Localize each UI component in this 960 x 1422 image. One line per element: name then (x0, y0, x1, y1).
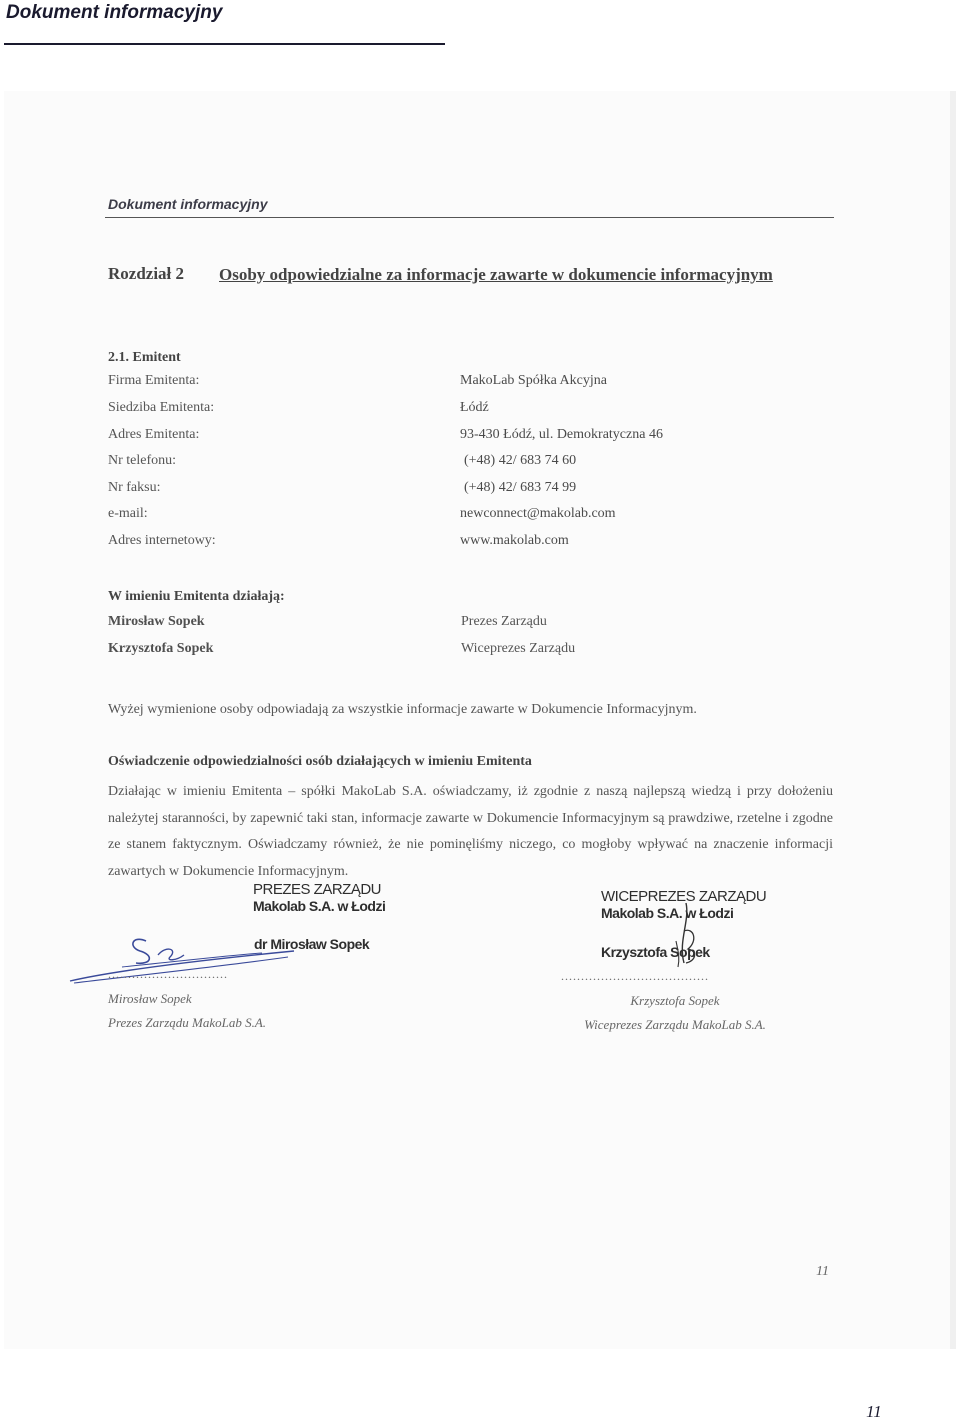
signatory-name: Krzysztofa Sopek (630, 993, 720, 1008)
header-divider (4, 43, 445, 45)
scanned-header-title: Dokument informacyjny (108, 196, 268, 212)
responsibility-statement: Wyżej wymienione osoby odpowiadają za wszystkie informacje zawarte w Dokumencie Informacyjnym. (108, 702, 697, 717)
signature-line-right: ..................................... (561, 969, 709, 983)
info-row-company (108, 373, 708, 395)
stamp-line: dr Mirosław Sopek (254, 936, 370, 952)
signatory-title: Prezes Zarządu MakoLab S.A. (108, 1015, 267, 1030)
stamp-line: Krzysztofa Sopek (601, 944, 710, 960)
stamp-line: Makolab S.A. w Łodzi (253, 898, 386, 914)
document-header-title: Dokument informacyjny (6, 2, 223, 23)
info-value: (+48) 42/ 683 74 60 (464, 453, 577, 468)
declaration-body: Działając w imieniu Emitenta – spółki MakoLab S.A. oświadczamy, iż zgodnie z naszą najlepszą wiedzą i przy dołożeniu należytej staranności, by zapewnić taki stan, informacje zawarte w Dokumencie Informacyjnym są prawdziwe, rzetelne i zgodne ze stanem faktycznym. Oświadczamy również, że nie pominęliśmy niczego, co mogłoby wpływać na znaczenie informacji zawartych w Dokumencie Informacyjnym. (108, 784, 833, 879)
person-row (108, 614, 708, 636)
info-row-fax (108, 480, 708, 502)
stamp-left (253, 881, 385, 914)
scanned-page-number: 11 (816, 1264, 829, 1279)
info-label: Adres internetowy: (108, 533, 216, 548)
person-role: Prezes Zarządu (461, 614, 547, 629)
info-row-website (108, 533, 708, 555)
info-value: Łódź (460, 400, 489, 415)
info-value: 93-430 Łódź, ul. Demokratyczna 46 (460, 427, 663, 442)
person-name: Krzysztofa Sopek (108, 641, 214, 656)
page-number: 11 (866, 1402, 882, 1421)
scanned-header-divider (105, 217, 834, 218)
section-title: 2.1. Emitent (108, 350, 181, 365)
stamp-line: PREZES ZARZĄDU (253, 881, 382, 898)
scan-edge-shadow (950, 91, 956, 1349)
person-name: Mirosław Sopek (108, 614, 205, 629)
signatory-name: Mirosław Sopek (108, 991, 192, 1006)
info-label: Nr faksu: (108, 480, 161, 495)
info-value: (+48) 42/ 683 74 99 (464, 480, 577, 495)
info-row-phone (108, 453, 708, 475)
info-row-email (108, 506, 708, 528)
info-value: newconnect@makolab.com (460, 506, 616, 521)
signature-caption-right (570, 989, 780, 1037)
info-label: Siedziba Emitenta: (108, 400, 215, 415)
info-value: www.makolab.com (460, 533, 569, 548)
info-label: Firma Emitenta: (108, 373, 200, 388)
person-role: Wiceprezes Zarządu (461, 641, 576, 656)
scanned-page (4, 91, 956, 1349)
signature-right-icon (664, 901, 714, 971)
stamp-line: WICEPREZES ZARZĄDU (601, 888, 767, 905)
person-row (108, 641, 708, 663)
signature-left-icon (62, 931, 382, 991)
info-row-seat (108, 400, 708, 422)
chapter-label: Rozdział 2 (108, 264, 185, 283)
signature-caption-left (108, 987, 266, 1035)
info-label: Nr telefonu: (108, 453, 177, 468)
signature-line-left: .............................. (108, 967, 228, 981)
info-value: MakoLab Spółka Akcyjna (460, 373, 607, 388)
info-row-address (108, 427, 708, 449)
signatory-title: Wiceprezes Zarządu MakoLab S.A. (584, 1017, 766, 1032)
info-label: Adres Emitenta: (108, 427, 200, 442)
info-label: e-mail: (108, 506, 148, 521)
chapter-title: Osoby odpowiedzialne za informacje zawarte w dokumencie informacyjnym (219, 265, 773, 284)
behalf-title: W imieniu Emitenta działają: (108, 589, 285, 604)
stamp-line: Makolab S.A. w Łodzi (601, 905, 734, 921)
declaration-title: Oświadczenie odpowiedzialności osób działających w imieniu Emitenta (108, 754, 532, 769)
